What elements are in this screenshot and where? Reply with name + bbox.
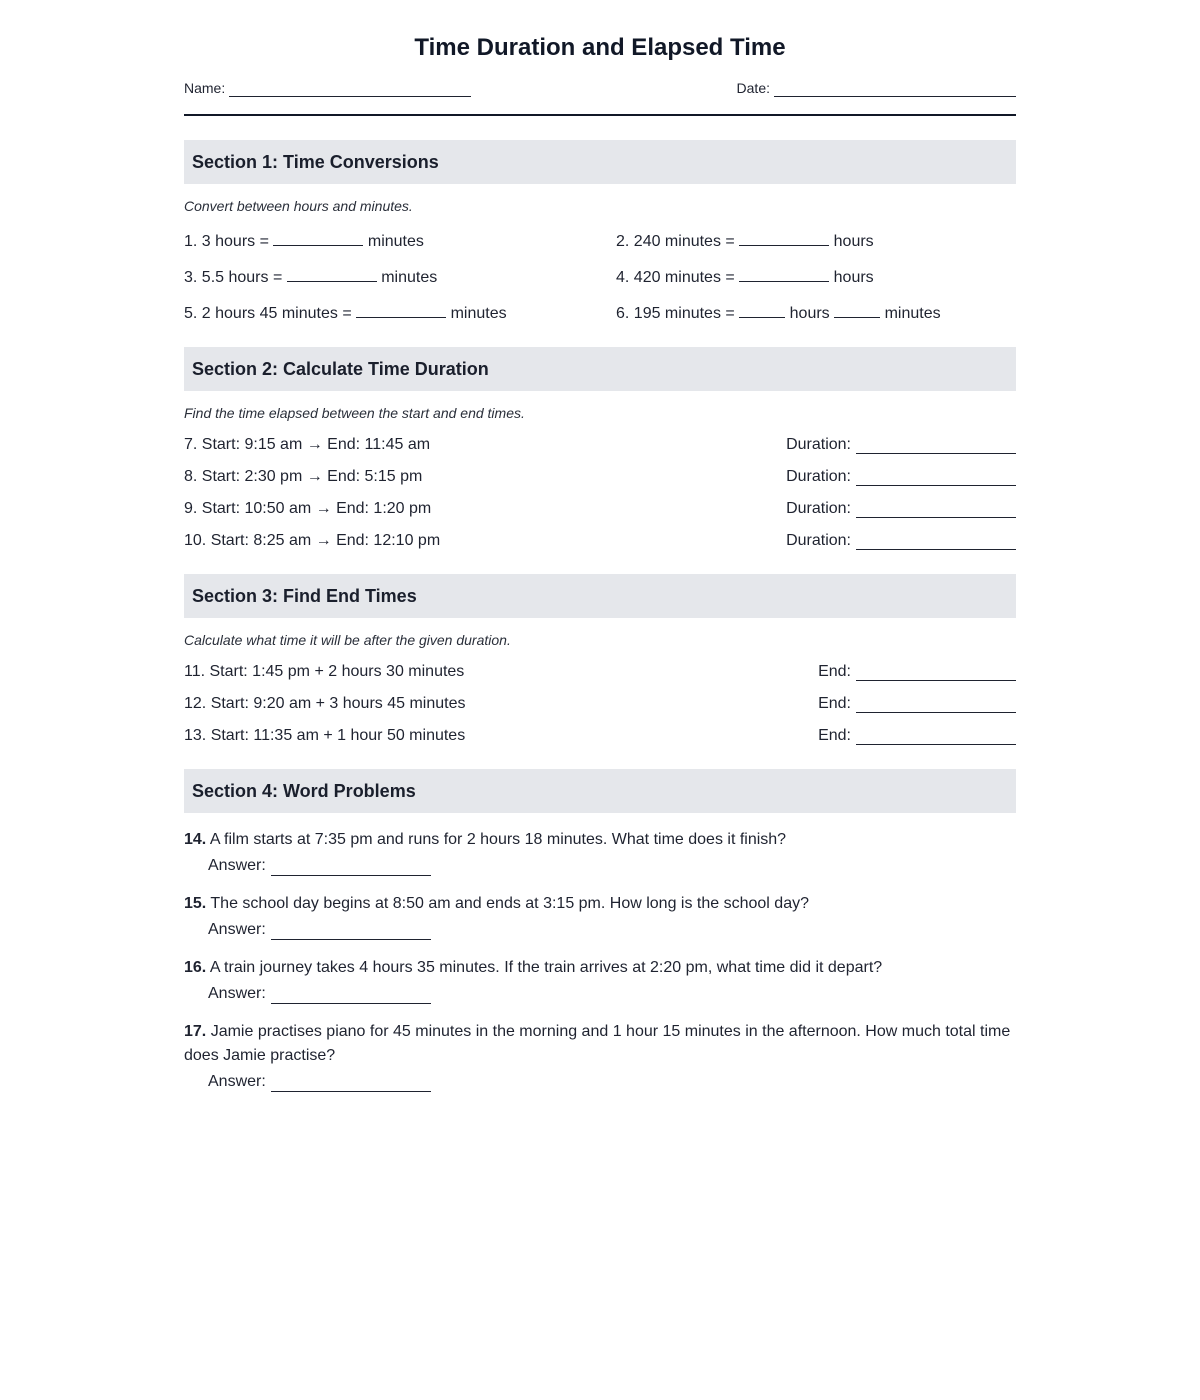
answer-blank[interactable]: [856, 469, 1016, 486]
conversion-item: [184, 265, 616, 287]
conversion-item: [616, 265, 1016, 287]
question-text: 6. 195 minutes =: [616, 305, 735, 322]
problem-number: 14.: [184, 831, 207, 848]
conversion-item: [184, 229, 616, 251]
problem-text: The school day begins at 8:50 am and ends at 3:15 pm. How long is the school day?: [210, 895, 809, 912]
problem-text: A train journey takes 4 hours 35 minutes. If the train arrives at 2:20 pm, what time did it depart?: [209, 959, 883, 976]
section-1-heading: Section 1: Time Conversions: [184, 140, 1016, 184]
answer-label: Duration:: [786, 436, 851, 453]
problem-statement: [184, 956, 1016, 980]
answer-blank[interactable]: [271, 987, 431, 1004]
end-time-item: [184, 695, 1016, 713]
duration-answer: [786, 500, 1016, 518]
question-text: 3. 5.5 hours =: [184, 269, 283, 286]
problem-answer: [184, 984, 1016, 1004]
answer-label: End:: [818, 695, 851, 712]
answer-blank[interactable]: [271, 859, 431, 876]
answer-label: End:: [818, 727, 851, 744]
duration-answer: [786, 468, 1016, 486]
conversion-grid: [184, 229, 1016, 323]
conversion-item: [184, 301, 616, 323]
question-text: 12. Start: 9:20 am + 3 hours 45 minutes: [184, 695, 466, 712]
unit-label: minutes: [450, 305, 507, 322]
question-text: 5. 2 hours 45 minutes =: [184, 305, 352, 322]
conversion-item: [616, 229, 1016, 251]
answer-blank[interactable]: [856, 533, 1016, 550]
answer-label: Answer:: [208, 857, 266, 874]
duration-answer: [786, 532, 1016, 550]
word-problem: [184, 892, 1016, 940]
problem-answer: [184, 920, 1016, 940]
section-2-instructions: Find the time elapsed between the start and end times.: [184, 405, 525, 421]
answer-label: Answer:: [208, 1073, 266, 1090]
answer-label: Duration:: [786, 500, 851, 517]
answer-blank[interactable]: [356, 301, 446, 318]
unit-label: hours: [789, 305, 830, 322]
problem-statement: [184, 892, 1016, 916]
section-1-instructions: Convert between hours and minutes.: [184, 198, 413, 214]
unit-label: minutes: [884, 305, 941, 322]
section-2-heading: Section 2: Calculate Time Duration: [184, 347, 1016, 391]
duration-item: [184, 500, 1016, 518]
section-3-instructions: Calculate what time it will be after the given duration.: [184, 632, 511, 648]
end-answer: [818, 727, 1016, 745]
answer-blank[interactable]: [271, 923, 431, 940]
question-text: 11. Start: 1:45 pm + 2 hours 30 minutes: [184, 663, 465, 680]
minutes-blank[interactable]: [834, 301, 880, 318]
problem-number: 17.: [184, 1023, 207, 1040]
duration-list: [184, 436, 1016, 550]
hours-blank[interactable]: [739, 301, 785, 318]
header-divider: [184, 114, 1016, 116]
problem-answer: [184, 856, 1016, 876]
question-text: 13. Start: 11:35 am + 1 hour 50 minutes: [184, 727, 466, 744]
answer-blank[interactable]: [856, 728, 1016, 745]
question-text: 7. Start: 9:15 am → End: 11:45 am: [184, 436, 431, 453]
problem-text: Jamie practises piano for 45 minutes in the morning and 1 hour 15 minutes in the afternoon. How much total time does Jamie practise?: [184, 1023, 1011, 1064]
answer-blank[interactable]: [856, 696, 1016, 713]
page-title: Time Duration and Elapsed Time: [414, 34, 786, 61]
duration-answer: [786, 436, 1016, 454]
answer-blank[interactable]: [739, 265, 829, 282]
name-label: Name:: [184, 80, 226, 96]
unit-label: minutes: [381, 269, 438, 286]
unit-label: minutes: [367, 233, 424, 250]
answer-label: Answer:: [208, 985, 266, 1002]
word-problem: [184, 828, 1016, 876]
question-text: 1. 3 hours =: [184, 233, 269, 250]
word-problem: [184, 1020, 1016, 1092]
end-time-list: [184, 663, 1016, 745]
word-problem: [184, 956, 1016, 1004]
problem-statement: [184, 828, 1016, 852]
conversion-item: [616, 301, 1016, 323]
answer-blank[interactable]: [287, 265, 377, 282]
word-problem-list: [184, 828, 1016, 1092]
question-text: 8. Start: 2:30 pm → End: 5:15 pm: [184, 468, 423, 485]
name-blank[interactable]: [229, 82, 471, 97]
date-blank[interactable]: [774, 82, 1016, 97]
problem-text: A film starts at 7:35 pm and runs for 2 hours 18 minutes. What time does it finish?: [209, 831, 787, 848]
unit-label: hours: [833, 269, 874, 286]
question-text: 9. Start: 10:50 am → End: 1:20 pm: [184, 500, 432, 517]
problem-answer: [184, 1072, 1016, 1092]
end-answer: [818, 663, 1016, 681]
date-label: Date:: [736, 80, 770, 96]
unit-label: hours: [833, 233, 874, 250]
answer-blank[interactable]: [739, 229, 829, 246]
question-text: 10. Start: 8:25 am → End: 12:10 pm: [184, 532, 441, 549]
end-time-item: [184, 727, 1016, 745]
duration-item: [184, 468, 1016, 486]
answer-label: End:: [818, 663, 851, 680]
answer-blank[interactable]: [856, 501, 1016, 518]
answer-blank[interactable]: [271, 1075, 431, 1092]
duration-item: [184, 436, 1016, 454]
answer-blank[interactable]: [273, 229, 363, 246]
question-text: 2. 240 minutes =: [616, 233, 735, 250]
duration-item: [184, 532, 1016, 550]
problem-number: 15.: [184, 895, 207, 912]
name-field: [184, 79, 471, 97]
date-field: [737, 79, 1016, 97]
end-answer: [818, 695, 1016, 713]
answer-label: Answer:: [208, 921, 266, 938]
student-info-row: [184, 79, 1016, 97]
answer-label: Duration:: [786, 532, 851, 549]
section-4-heading: Section 4: Word Problems: [184, 769, 1016, 813]
question-text: 4. 420 minutes =: [616, 269, 735, 286]
end-time-item: [184, 663, 1016, 681]
problem-number: 16.: [184, 959, 207, 976]
answer-blank[interactable]: [856, 664, 1016, 681]
answer-label: Duration:: [786, 468, 851, 485]
problem-statement: [184, 1020, 1016, 1068]
answer-blank[interactable]: [856, 437, 1016, 454]
worksheet-page: [184, 0, 1016, 1092]
section-3-heading: Section 3: Find End Times: [184, 574, 1016, 618]
